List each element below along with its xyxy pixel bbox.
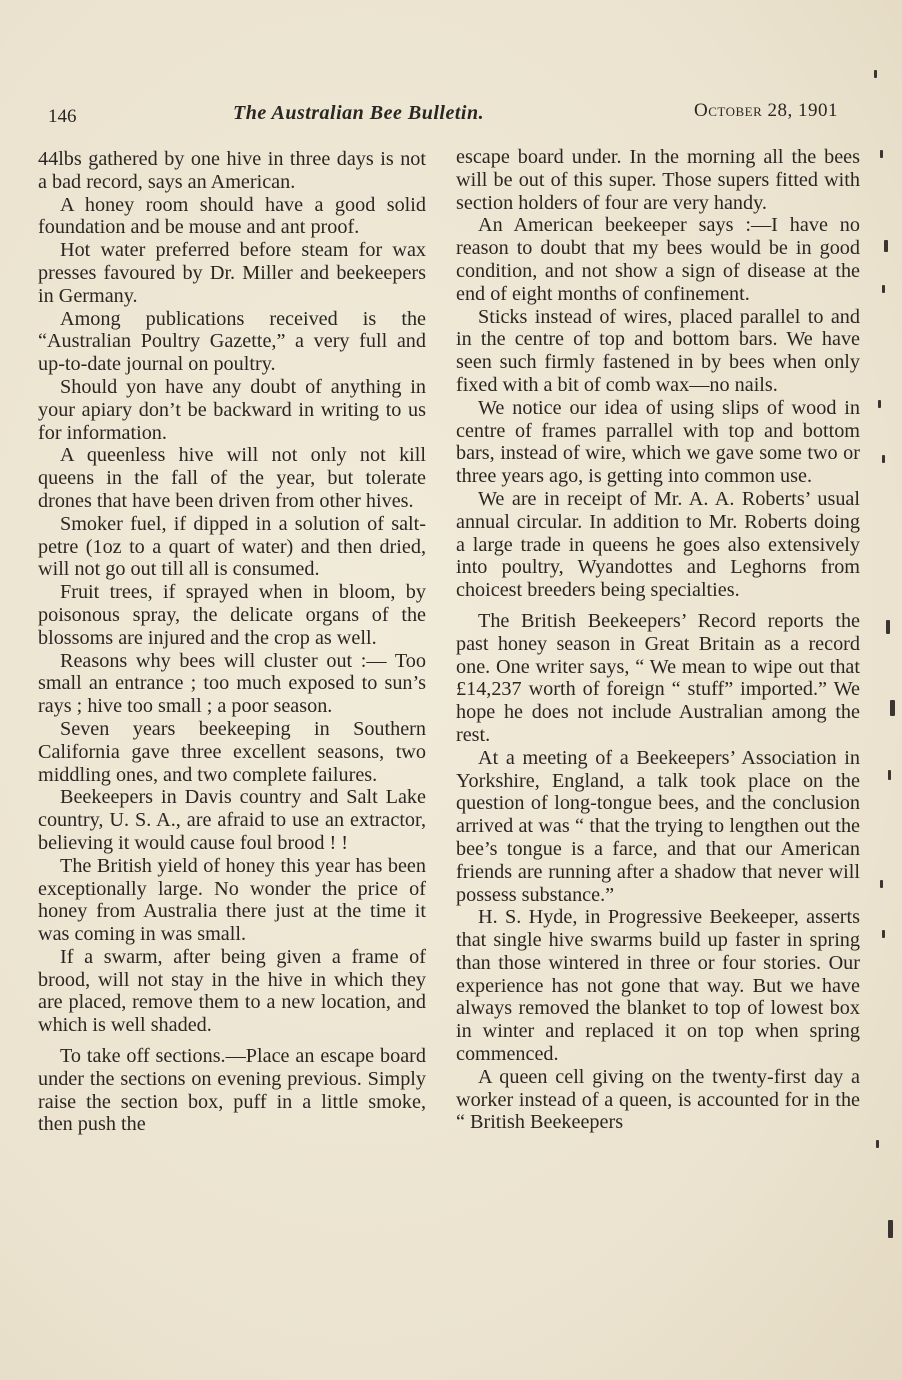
paragraph: Smoker fuel, if dipped in a solution of salt-petre (1oz to a quart of water) and then dried, will not go out till all is consumed. <box>38 512 426 581</box>
ink-mark <box>888 770 891 780</box>
paragraph: A honey room should have a good solid foundation and be mouse and ant proof. <box>38 193 426 239</box>
paragraph: 44lbs gathered by one hive in three days is not a bad record, says an American. <box>38 148 426 193</box>
right-column <box>456 146 860 1134</box>
left-column <box>38 148 426 1136</box>
page-number: 146 <box>48 106 77 127</box>
ink-mark <box>880 880 883 888</box>
paragraph: H. S. Hyde, in Progressive Beekeeper, asserts that single hive swarms build up faster in spring than those wintered in three or four stories. Our experience has not gone that way. But we have always removed the blanket to top of lowest box in winter and replaced it on top when spring commenced. <box>456 906 860 1066</box>
paragraph: Beekeepers in Davis country and Salt Lake country, U. S. A., are afraid to use an extractor, believing it would cause foul brood ! ! <box>38 786 426 854</box>
paragraph: Fruit trees, if sprayed when in bloom, by poisonous spray, the delicate organs of the blossoms are injured and the crop as well. <box>38 581 426 649</box>
paragraph: escape board under. In the morning all the bees will be out of this super. Those supers fitted with section holders of four are very handy. <box>456 146 860 214</box>
paragraph: Among publications received is the “Australian Poultry Gazette,” a very full and up-to-date journal on poultry. <box>38 307 426 376</box>
paragraph: Seven years beekeeping in Southern California gave three excellent seasons, two middling ones, and two complete failures. <box>38 717 426 786</box>
ink-mark <box>878 400 881 408</box>
paragraph: A queen cell giving on the twenty-first day a worker instead of a queen, is accounted for in the “ British Beekeepers <box>456 1065 860 1134</box>
ink-mark <box>874 70 877 78</box>
paragraph: Sticks instead of wires, placed parallel to and in the centre of top and bottom bars. We have seen such firmly fastened in by bees when only fixed with a bit of comb wax—no nails. <box>456 305 860 396</box>
paragraph: The British yield of honey this year has been exceptionally large. No wonder the price of honey from Australia there just at the time it was coming in was small. <box>38 854 426 946</box>
ink-mark <box>888 1220 893 1238</box>
paragraph: We notice our idea of using slips of wood in centre of frames parrallel with top and bottom bars, instead of wire, which we gave some two or three years ago, is getting into common use. <box>456 396 860 488</box>
ink-mark <box>880 150 883 158</box>
ink-mark <box>882 285 885 293</box>
page-header <box>48 96 848 130</box>
paragraph: We are in receipt of Mr. A. A. Roberts’ usual annual circular. In addition to Mr. Roberts doing a large trade in queens he goes also extensively into poultry, Wyandottes and Leghorns from choicest breeders being specialties. <box>456 487 860 602</box>
paragraph: Reasons why bees will cluster out :— Too small an entrance ; too much exposed to sun’s rays ; hive too small ; a poor season. <box>38 649 426 718</box>
paragraph: Hot water preferred before steam for wax presses favoured by Dr. Miller and beekeepers in Germany. <box>38 239 426 307</box>
ink-mark <box>886 620 890 634</box>
ink-mark <box>882 930 885 938</box>
paragraph: A queenless hive will not only not kill queens in the fall of the year, but tolerate drones that have been driven from other hives. <box>38 444 426 512</box>
paragraph: If a swarm, after being given a frame of brood, will not stay in the hive in which they are placed, remove them to a new location, and which is well shaded. <box>38 945 426 1037</box>
paragraph: An American beekeeper says :—I have no reason to doubt that my bees would be in good condition, and not show a sign of disease at the end of eight months of confinement. <box>456 214 860 305</box>
paragraph: The British Beekeepers’ Record reports the past honey season in Great Britain as a record one. One writer says, “ We mean to wipe out that £14,237 worth of foreign “ stuff” imported.” We hope he does not include Australian among the rest. <box>456 609 860 746</box>
paragraph: Should yon have any doubt of anything in your apiary don’t be backward in writing to us for information. <box>38 375 426 444</box>
issue-date: October 28, 1901 <box>693 100 838 121</box>
journal-title: The Australian Bee Bulletin. <box>233 102 485 124</box>
binding-edge-marks <box>862 60 902 1360</box>
ink-mark <box>882 455 885 463</box>
ink-mark <box>884 240 888 252</box>
paragraph: At a meeting of a Beekeepers’ Association in Yorkshire, England, a talk took place on the question of long-tongue bees, and the conclusion arrived at was “ that the trying to lengthen out the bee’s tongue is a farce, and that our American friends are running after a shadow that never will possess substance.” <box>456 746 860 906</box>
ink-mark <box>876 1140 879 1148</box>
ink-mark <box>890 700 895 716</box>
paragraph: To take off sections.—Place an escape board under the sections on evening previous. Simply raise the section box, puff in a little smoke, then push the <box>38 1045 426 1136</box>
